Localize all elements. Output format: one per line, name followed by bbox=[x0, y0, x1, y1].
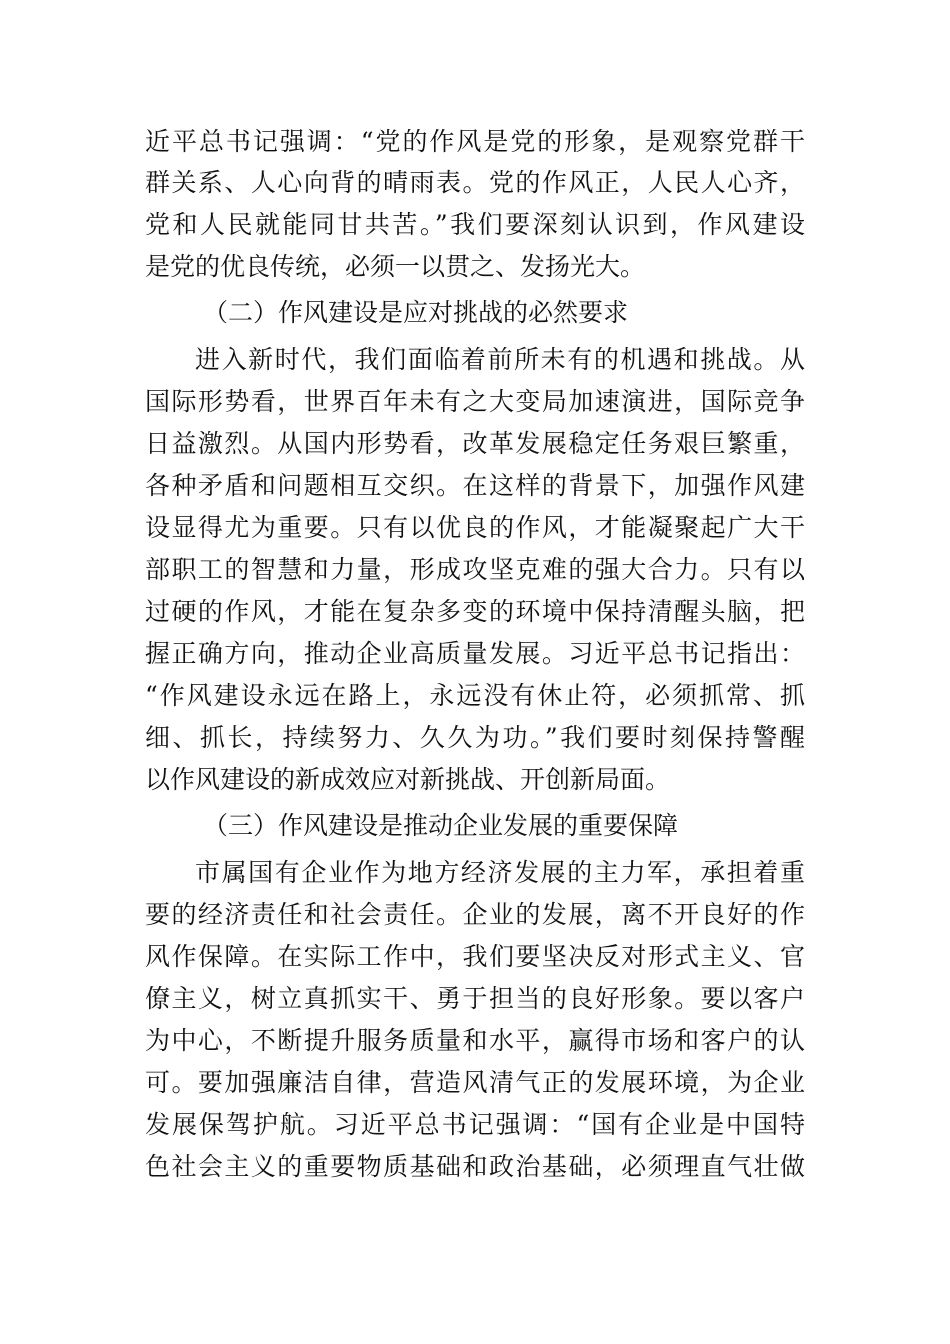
text-line: 群关系、人心向背的晴雨表。党的作风正，人民人心齐， bbox=[145, 168, 805, 197]
text-line: 党和人民就能同甘共苦。”我们要深刻认识到，作风建设 bbox=[145, 210, 805, 239]
text-line: 色社会主义的重要物质基础和政治基础，必须理直气壮做 bbox=[145, 1152, 805, 1181]
text-line: 部职工的智慧和力量，形成攻坚克难的强大合力。只有以 bbox=[145, 555, 805, 584]
text-line: “作风建设永远在路上，永远没有休止符，必须抓常、抓 bbox=[145, 681, 805, 710]
section-heading: （二）作风建设是应对挑战的必然要求 bbox=[203, 298, 629, 327]
text-line: 握正确方向，推动企业高质量发展。习近平总书记指出： bbox=[145, 639, 805, 668]
text-line: 发展保驾护航。习近平总书记强调：“国有企业是中国特 bbox=[145, 1110, 805, 1139]
text-line: 市属国有企业作为地方经济发展的主力军，承担着重 bbox=[195, 858, 805, 887]
text-line: 近平总书记强调：“党的作风是党的形象，是观察党群干 bbox=[145, 127, 805, 156]
text-line: 日益激烈。从国内形势看，改革发展稳定任务艰巨繁重， bbox=[145, 429, 805, 458]
text-line: 过硬的作风，才能在复杂多变的环境中保持清醒头脑，把 bbox=[145, 597, 805, 626]
text-line: 僚主义，树立真抓实干、勇于担当的良好形象。要以客户 bbox=[145, 984, 805, 1013]
text-line: 可。要加强廉洁自律，营造风清气正的发展环境，为企业 bbox=[145, 1068, 805, 1097]
text-line: 国际形势看，世界百年未有之大变局加速演进，国际竞争 bbox=[145, 387, 805, 416]
text-line: 各种矛盾和问题相互交织。在这样的背景下，加强作风建 bbox=[145, 471, 805, 500]
text-line: 设显得尤为重要。只有以优良的作风，才能凝聚起广大干 bbox=[145, 513, 805, 542]
section-heading: （三）作风建设是推动企业发展的重要保障 bbox=[203, 811, 679, 840]
text-line: 要的经济责任和社会责任。企业的发展，离不开良好的作 bbox=[145, 900, 805, 929]
text-line: 风作保障。在实际工作中，我们要坚决反对形式主义、官 bbox=[145, 942, 805, 971]
text-line: 细、抓长，持续努力、久久为功。”我们要时刻保持警醒 bbox=[145, 723, 805, 752]
text-line: 进入新时代，我们面临着前所未有的机遇和挑战。从 bbox=[195, 345, 805, 374]
text-line: 是党的优良传统，必须一以贯之、发扬光大。 bbox=[145, 252, 646, 281]
text-line: 为中心，不断提升服务质量和水平，赢得市场和客户的认 bbox=[145, 1026, 805, 1055]
text-line: 以作风建设的新成效应对新挑战、开创新局面。 bbox=[145, 765, 671, 794]
